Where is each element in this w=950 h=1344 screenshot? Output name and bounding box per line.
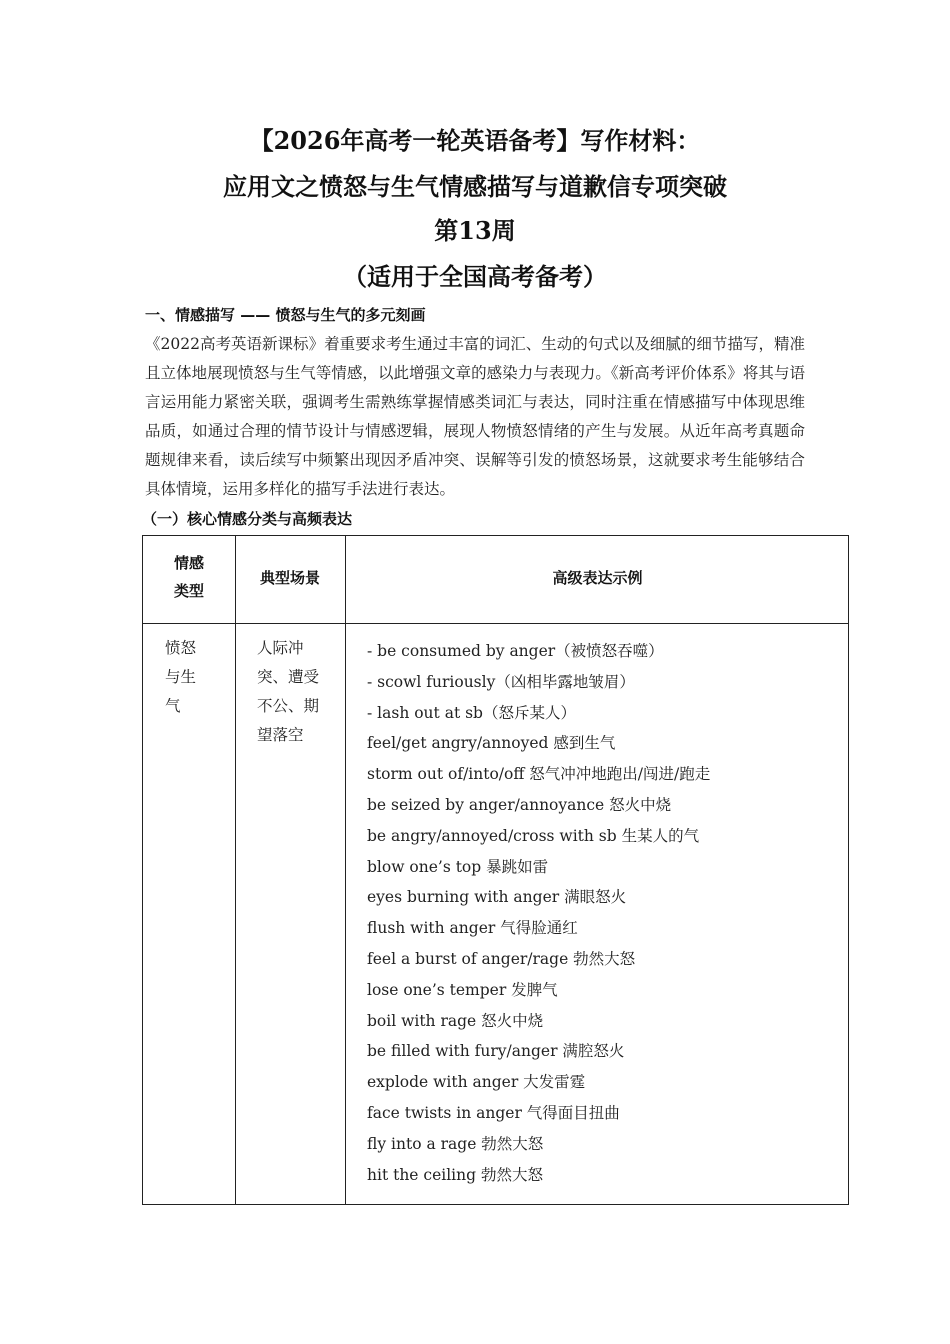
expression-item: storm out of/into/off 怒气冲冲地跑出/闯进/跑走 <box>367 765 711 784</box>
expression-item: lose one’s temper 发脾气 <box>367 980 558 999</box>
table-cell-text: 愤怒 <box>165 639 197 657</box>
section-intro-paragraph: 《2022高考英语新课标》着重要求考生通过丰富的词汇、生动的句式以及细腻的细节描写，精准且立体地展现愤怒与生气等情感，以此增强文章的感染力与表现力。《新高考评价体系》将其与语言运用能力紧密关联，强调考生需熟练掌握情感类词汇与表达，同时注重在情感描写中体现思维品质，如通过合理的情节设计与情感逻辑，展现人物愤怒情绪的产生与发展。从近年高考真题命题规律来看，读后续写中频繁出现因矛盾冲突、误解等引发的愤怒场景，这就要求考生能够结合具体情境，运用多样化的描写手法进行表达。 <box>145 335 805 498</box>
expression-item: explode with anger 大发雷霆 <box>367 1073 586 1092</box>
table-cell-emotion <box>165 634 215 721</box>
expression-item: blow one’s top 暴跳如雷 <box>367 857 549 876</box>
expression-item: flush with anger 气得脸通红 <box>367 919 578 938</box>
table-header-expressions: 高级表达示例 <box>552 569 643 587</box>
document-title-week: 第13周 <box>434 216 516 245</box>
expressions-table <box>142 535 849 1205</box>
document-title-line-1: 【2026年高考一轮英语备考】写作材料： <box>249 126 701 155</box>
expression-item: - be consumed by anger（被愤怒吞噬） <box>367 642 664 660</box>
table-header-emotion-type-line: 情感 <box>173 554 204 572</box>
table-header-divider <box>143 623 848 624</box>
document-title-line-2: 应用文之愤怒与生气情感描写与道歉信专项突破 <box>223 172 727 201</box>
document-subtitle: （适用于全国高考备考） <box>343 262 607 291</box>
expression-item: feel/get angry/annoyed 感到生气 <box>367 734 616 753</box>
table-cell-text: 与生 <box>165 668 197 686</box>
expression-item: hit the ceiling 勃然大怒 <box>367 1165 543 1184</box>
expression-item: fly into a rage 勃然大怒 <box>367 1134 544 1153</box>
table-cell-text: 突、遭受 <box>257 668 320 686</box>
table-column-divider <box>235 536 236 1204</box>
expression-item: be seized by anger/annoyance 怒火中烧 <box>367 795 672 814</box>
table-cell-text: 气 <box>165 697 181 715</box>
table-cell-text: 望落空 <box>257 726 304 744</box>
expression-item: - scowl furiously（凶相毕露地皱眉） <box>367 672 635 691</box>
expression-item: be filled with fury/anger 满腔怒火 <box>367 1042 625 1061</box>
expression-item: boil with rage 怒火中烧 <box>367 1011 544 1030</box>
section-heading-emotion-description: 一、情感描写 —— 愤怒与生气的多元刻画 <box>145 306 426 324</box>
table-header-scenario: 典型场景 <box>259 569 320 587</box>
table-header-emotion-type-line: 类型 <box>173 582 204 600</box>
table-cell-expressions <box>367 636 837 1190</box>
expression-item: feel a burst of anger/rage 勃然大怒 <box>367 949 636 968</box>
table-header-emotion-type <box>143 549 235 605</box>
subsection-heading-core-expressions: （一）核心情感分类与高频表达 <box>142 510 353 528</box>
table-cell-text: 不公、期 <box>257 697 320 715</box>
expression-item: - lash out at sb（怒斥某人） <box>367 703 576 722</box>
expression-item: be angry/annoyed/cross with sb 生某人的气 <box>367 826 700 845</box>
table-column-divider <box>345 536 346 1204</box>
expression-item: face twists in anger 气得面目扭曲 <box>367 1103 620 1122</box>
table-cell-scenario <box>257 634 337 750</box>
table-cell-text: 人际冲 <box>257 639 304 657</box>
expression-item: eyes burning with anger 满眼怒火 <box>367 888 627 907</box>
